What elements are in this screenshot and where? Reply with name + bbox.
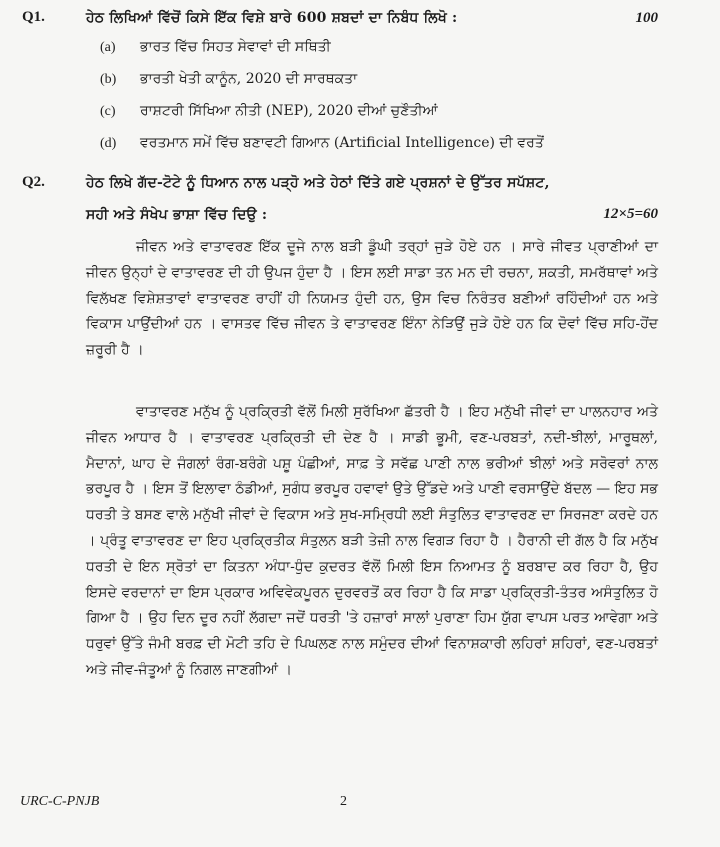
question-2-line-1: ਹੇਠ ਲਿਖੇ ਗੱਦ-ਟੋਟੇ ਨੂੰ ਧਿਆਨ ਨਾਲ ਪੜ੍ਹੋ ਅਤੇ ਹੇਠਾਂ ਦਿੱਤੇ ਗਏ ਪ੍ਰਸ਼ਨਾਂ ਦੇ ਉੱਤਰ ਸਪੱਸ਼ਟ,	[86, 175, 550, 191]
option-b-text: ਭਾਰਤੀ ਖੇਤੀ ਕਾਨੂੰਨ, 2020 ਦੀ ਸਾਰਥਕਤਾ	[140, 71, 358, 87]
option-d-text: ਵਰਤਮਾਨ ਸਮੇਂ ਵਿੱਚ ਬਣਾਵਟੀ ਗਿਆਨ (Artificial Intelligence) ਦੀ ਵਰਤੋਂ	[140, 135, 544, 151]
option-c-text: ਰਾਸ਼ਟਰੀ ਸਿੱਖਿਆ ਨੀਤੀ (NEP), 2020 ਦੀਆਂ ਚੁਣੌਤੀਆਂ	[140, 103, 438, 119]
page-number: 2	[340, 794, 347, 809]
question-1-number: Q1.	[22, 9, 45, 25]
option-a-text: ਭਾਰਤ ਵਿੱਚ ਸਿਹਤ ਸੇਵਾਵਾਂ ਦੀ ਸਥਿਤੀ	[140, 39, 331, 55]
option-c-label: (c)	[100, 104, 116, 119]
question-2-marks: 12×5=60	[603, 206, 658, 222]
option-b-label: (b)	[100, 72, 117, 87]
paper-code: URC-C-PNJB	[20, 794, 100, 809]
option-d-label: (d)	[100, 136, 117, 151]
passage-paragraph-2: ਵਾਤਾਵਰਣ ਮਨੁੱਖ ਨੂੰ ਪ੍ਰਕ੍ਰਿਤੀ ਵੱਲੋਂ ਮਿਲੀ ਸੁਰੱਖਿਆ ਛੱਤਰੀ ਹੈ । ਇਹ ਮਨੁੱਖੀ ਜੀਵਾਂ ਦਾ ਪਾਲਨਹਾਰ ਅਤੇ ਜੀਵਨ ਆਧਾਰ ਹੈ । ਵਾਤਾਵਰਣ ਪ੍ਰਕ੍ਰਿਤੀ ਦੀ ਦੇਣ ਹੈ । ਸਾਡੀ ਭੂਮੀ, ਵਣ-ਪਰਬਤਾਂ, ਨਦੀ-ਝੀਲਾਂ, ਮਾਰੂਥਲਾਂ, ਮੈਦਾਨਾਂ, ਘਾਹ ਦੇ ਜੰਗਲਾਂ ਰੰਗ-ਬਰੰਗੇ ਪਸ਼ੂ ਪੰਛੀਆਂ, ਸਾਫ਼ ਤੇ ਸਵੱਛ ਪਾਣੀ ਨਾਲ ਭਰੀਆਂ ਝੀਲਾਂ ਅਤੇ ਸਰੋਵਰਾਂ ਨਾਲ ਭਰਪੂਰ ਹੈ । ਇਸ ਤੋਂ ਇਲਾਵਾ ਠੰਡੀਆਂ, ਸੁਗੰਧ ਭਰਪੂਰ ਹਵਾਵਾਂ ਉਤੇ ਉੱਡਦੇ ਅਤੇ ਪਾਣੀ ਵਰਸਾਉਂਦੇ ਬੱਦਲ — ਇਹ ਸਭ ਧਰਤੀ ਤੇ ਬਸਣ ਵਾਲੇ ਮਨੁੱਖੀ ਜੀਵਾਂ ਦੇ ਵਿਕਾਸ ਅਤੇ ਸੁਖ-ਸਮ੍ਰਿਧੀ ਲਈ ਸੰਤੁਲਿਤ ਵਾਤਾਵਰਣ ਦਾ ਸਿਰਜਣਾ ਕਰਦੇ ਹਨ । ਪ੍ਰੰਤੂ ਵਾਤਾਵਰਣ ਦਾ ਇਹ ਪ੍ਰਕ੍ਰਿਤੀਕ ਸੰਤੁਲਨ ਬੜੀ ਤੇਜ਼ੀ ਨਾਲ ਵਿਗੜ ਰਿਹਾ ਹੈ । ਹੈਰਾਨੀ ਦੀ ਗੱਲ ਹੈ ਕਿ ਮਨੁੱਖ ਧਰਤੀ ਦੇ ਇਨ ਸ੍ਰੋਤਾਂ ਦਾ ਕਿਤਨਾ ਅੰਧਾ-ਧੁੰਦ ਕੁਦਰਤ ਵੱਲੋਂ ਮਿਲੀ ਇਸ ਨਿਆਮਤ ਨੂੰ ਬਰਬਾਦ ਕਰ ਰਿਹਾ ਹੈ, ਉਹ ਇਸਦੇ ਵਰਦਾਨਾਂ ਦਾ ਇਸ ਪ੍ਰਕਾਰ ਅਵਿਵੇਕਪੂਰਨ ਦੁਰਵਰਤੋਂ ਕਰ ਰਿਹਾ ਹੈ ਕਿ ਸਾਡਾ ਪ੍ਰਕ੍ਰਿਤੀ-ਤੰਤਰ ਅਸੰਤੁਲਿਤ ਹੋ ਗਿਆ ਹੈ । ਉਹ ਦਿਨ ਦੂਰ ਨਹੀਂ ਲੱਗਦਾ ਜਦੋਂ ਧਰਤੀ 'ਤੇ ਹਜ਼ਾਰਾਂ ਸਾਲਾਂ ਪੁਰਾਣਾ ਹਿਮ ਯੁੱਗ ਵਾਪਸ ਪਰਤ ਆਵੇਗਾ ਅਤੇ ਧਰੁਵਾਂ ਉੱਤੇ ਜੰਮੀ ਬਰਫ਼ ਦੀ ਮੋਟੀ ਤਹਿ ਦੇ ਪਿਘਲਣ ਨਾਲ ਸਮੁੰਦਰ ਦੀਆਂ ਵਿਨਾਸ਼ਕਾਰੀ ਲਹਿਰਾਂ ਸ਼ਹਿਰਾਂ, ਵਣ-ਪਰਬਤਾਂ ਅਤੇ ਜੀਵ-ਜੰਤੂਆਂ ਨੂੰ ਨਿਗਲ ਜਾਣਗੀਆਂ ।	[86, 404, 658, 678]
question-1-text: ਹੇਠ ਲਿਖਿਆਂ ਵਿੱਚੋਂ ਕਿਸੇ ਇੱਕ ਵਿਸ਼ੇ ਬਾਰੇ 600 ਸ਼ਬਦਾਂ ਦਾ ਨਿਬੰਧ ਲਿਖੋ :	[86, 10, 458, 26]
option-a-label: (a)	[100, 40, 116, 55]
question-2-number: Q2.	[22, 174, 45, 190]
passage-paragraph-1: ਜੀਵਨ ਅਤੇ ਵਾਤਾਵਰਣ ਇੱਕ ਦੂਜੇ ਨਾਲ ਬੜੀ ਡੂੰਘੀ ਤਰ੍ਹਾਂ ਜੁੜੇ ਹੋਏ ਹਨ । ਸਾਰੇ ਜੀਵਤ ਪ੍ਰਾਣੀਆਂ ਦਾ ਜੀਵਨ ਉਨ੍ਹਾਂ ਦੇ ਵਾਤਾਵਰਣ ਦੀ ਹੀ ਉਪਜ ਹੁੰਦਾ ਹੈ । ਇਸ ਲਈ ਸਾਡਾ ਤਨ ਮਨ ਦੀ ਰਚਨਾ, ਸ਼ਕਤੀ, ਸਮਰੱਥਾਵਾਂ ਅਤੇ ਵਿਲੱਖਣ ਵਿਸ਼ੇਸ਼ਤਾਵਾਂ ਵਾਤਾਵਰਣ ਰਾਹੀਂ ਹੀ ਨਿਯਮਤ ਹੁੰਦੀ ਹਨ, ਉਸ ਵਿਚ ਨਿਰੰਤਰ ਬਣੀਆਂ ਰਹਿੰਦੀਆਂ ਹਨ ਅਤੇ ਵਿਕਾਸ ਪਾਉਂਦੀਆਂ ਹਨ । ਵਾਸਤਵ ਵਿੱਚ ਜੀਵਨ ਤੇ ਵਾਤਾਵਰਣ ਇੰਨਾ ਨੇੜਿਉਂ ਜੁੜੇ ਹੋਏ ਹਨ ਕਿ ਦੋਵਾਂ ਵਿੱਚ ਸਹਿ-ਹੋਂਦ ਜ਼ਰੂਰੀ ਹੈ ।	[86, 239, 658, 359]
question-2-line-2: ਸਹੀ ਅਤੇ ਸੰਖੇਪ ਭਾਸ਼ਾ ਵਿੱਚ ਦਿਉ :	[86, 207, 268, 223]
question-1-marks: 100	[635, 10, 658, 26]
